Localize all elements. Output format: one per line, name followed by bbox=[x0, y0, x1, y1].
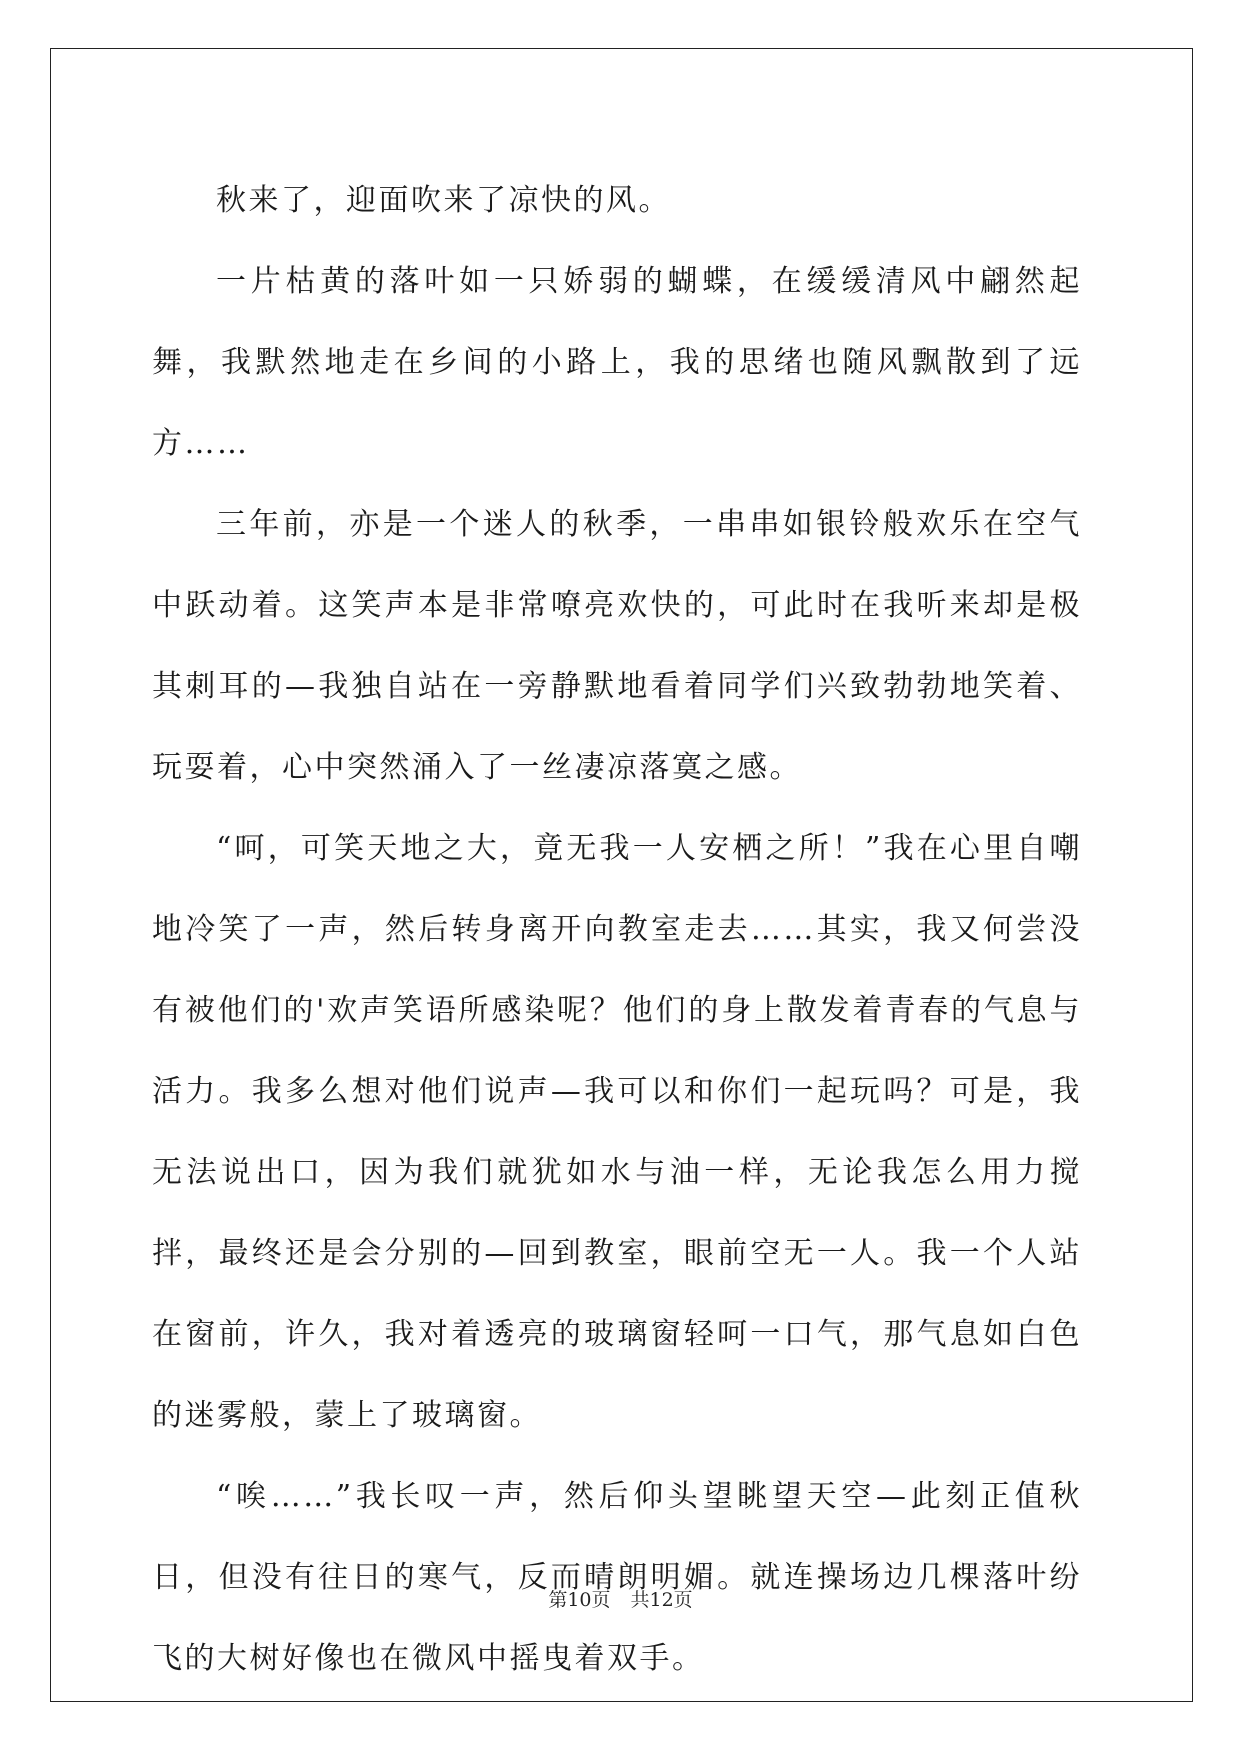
paragraph-5: “唉……”我长叹一声，然后仰头望眺望天空—此刻正值秋日，但没有往日的寒气，反而晴朗明媚。就连操场边几棵落叶纷飞的大树好像也在微风中摇曳着双手。 bbox=[152, 1479, 1082, 1676]
total-pages: 共12页 bbox=[630, 1589, 693, 1611]
page-footer bbox=[0, 1585, 1241, 1612]
current-page-number: 第10页 bbox=[548, 1589, 611, 1611]
paragraph-2: 一片枯黄的落叶如一只娇弱的蝴蝶，在缓缓清风中翩然起舞，我默然地走在乡间的小路上，我的思绪也随风飘散到了远方…… bbox=[152, 264, 1082, 461]
paragraph-3: 三年前，亦是一个迷人的秋季，一串串如银铃般欢乐在空气中跃动着。这笑声本是非常嘹亮欢快的，可此时在我听来却是极其刺耳的—我独自站在一旁静默地看着同学们兴致勃勃地笑着、玩耍着，心中突然涌入了一丝凄凉落寞之感。 bbox=[152, 507, 1082, 785]
paragraph-1: 秋来了，迎面吹来了凉快的风。 bbox=[216, 183, 671, 218]
article-body bbox=[152, 160, 1082, 1699]
paragraph-4: “呵，可笑天地之大，竟无我一人安栖之所！”我在心里自嘲地冷笑了一声，然后转身离开向教室走去……其实，我又何尝没有被他们的'欢声笑语所感染呢？他们的身上散发着青春的气息与活力。我多么想对他们说声—我可以和你们一起玩吗？可是，我无法说出口，因为我们就犹如水与油一样，无论我怎么用力搅拌，最终还是会分别的—回到教室，眼前空无一人。我一个人站在窗前，许久，我对着透亮的玻璃窗轻呵一口气，那气息如白色的迷雾般，蒙上了玻璃窗。 bbox=[152, 831, 1082, 1433]
